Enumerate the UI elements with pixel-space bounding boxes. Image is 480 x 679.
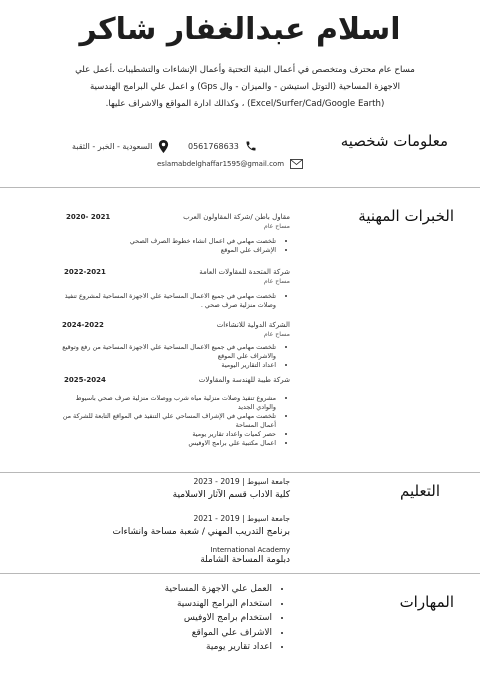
phone-row — [188, 140, 257, 152]
list-item: • استخدام برامج الاوفيس — [88, 611, 272, 626]
section-title-experience: الخبرات المهنية — [358, 207, 454, 225]
list-item: • تلخصت مهامي في الإشراف المساحي علي التنفيذ في المواقع التابعة للشركة من أعمال المساحة — [60, 412, 276, 430]
phone-icon — [245, 140, 257, 152]
job-entry — [60, 321, 290, 370]
phone-number[interactable]: 0561768633 — [188, 141, 239, 151]
education-degree: برنامج التدريب المهني / شعبة مساحة وانشاءات — [112, 527, 290, 537]
list-item: • العمل علي الاجهزة المساحية — [88, 582, 272, 597]
job-role: مساح عام — [263, 331, 290, 338]
job-date: 2025-2024 — [64, 376, 106, 384]
list-item: • حصر كميات واعداد تقارير يومية — [60, 430, 276, 439]
job-company: شركة طيبة للهندسة والمقاولات — [198, 376, 290, 384]
list-item: • اعمال مكتبية علي برامج الاوفيس — [60, 439, 276, 448]
list-item: • الاشراف علي المواقع — [88, 626, 272, 641]
job-role: مساح عام — [263, 278, 290, 285]
list-item: • تلخصت مهامي في جميع الاعمال المساحية علي الاجهزة المساحية من رفع وتوقيع والاشراف علي الموقع — [60, 343, 276, 361]
section-title-education: التعليم — [400, 482, 440, 500]
job-date: 2022-2021 — [64, 268, 106, 276]
education-entry — [50, 546, 290, 565]
job-company: شركة المتحدة للمقاولات العامة — [199, 268, 290, 276]
email-row — [157, 159, 303, 169]
education-entry — [50, 514, 290, 537]
full-name: اسلام عبدالغفار شاكر — [79, 12, 401, 47]
section-title-skills: المهارات — [399, 593, 454, 611]
job-company: الشركة الدولية للانشاءات — [216, 321, 290, 329]
divider — [0, 472, 480, 473]
list-item: • مشروع تنفيذ وصلات منزلية مياه شرب ووصلات منزلية صرف صحي باسيوط والوادي الجديد — [60, 394, 276, 412]
education-entry — [70, 477, 290, 500]
job-entry — [60, 268, 290, 310]
job-company: مقاول باطن /شركة المقاولون العرب — [183, 213, 290, 221]
location-row — [72, 140, 169, 153]
job-date: 2020- 2021 — [66, 213, 111, 221]
section-title-personal: معلومات شخصيه — [340, 132, 448, 150]
job-role: مساح عام — [263, 223, 290, 230]
location-pin-icon — [158, 140, 169, 153]
education-degree: كلية الاداب قسم الآثار الاسلامية — [172, 490, 290, 500]
education-degree: دبلومة المساحة الشاملة — [200, 555, 290, 565]
list-item: • الإشراف علي الموقع — [60, 246, 276, 255]
education-institution: جامعة اسيوط | 2019 - 2023 — [193, 477, 290, 486]
job-entry — [60, 213, 290, 255]
location-text: السعودية - الخبر - الثقبة — [72, 142, 153, 151]
divider — [0, 573, 480, 574]
job-entry — [60, 376, 290, 448]
job-date: 2024-2022 — [62, 321, 104, 329]
list-item: • تلخصت مهامي في اعمال انشاء خطوط الصرف الصحي — [60, 237, 276, 246]
list-item: • اعداد التقارير اليومية — [60, 361, 276, 370]
education-institution: جامعة اسيوط | 2019 - 2021 — [193, 514, 290, 523]
list-item: • تلخصت مهامي في جميع الاعمال المساحية علي الاجهزة المساحية لمشروع تنفيذ وصلات منزلية صرف صحي . — [60, 292, 276, 310]
education-institution: International Academy — [210, 546, 290, 554]
email-address[interactable]: eslamabdelghaffar1595@gmail.com — [157, 160, 285, 168]
profile-summary: مساح عام محترف ومتخصص في أعمال البنية التحتية وأعمال الإنشاءات والتشطيبات .أعمل علي الاجهزة المساحية (التوتل استيشن - والميزان - وال Gps) و اعمل علي البرامج الهندسية (Excel/Surfer/Cad/Google Earth) ، وكذالك ادارة المواقع والاشراف عليها. — [75, 65, 415, 109]
list-item: • اعداد تقارير يومية — [88, 640, 272, 655]
skills-list — [88, 582, 288, 655]
divider — [0, 187, 480, 188]
list-item: • استخدام البرامج الهندسية — [88, 597, 272, 612]
mail-icon — [290, 159, 303, 169]
